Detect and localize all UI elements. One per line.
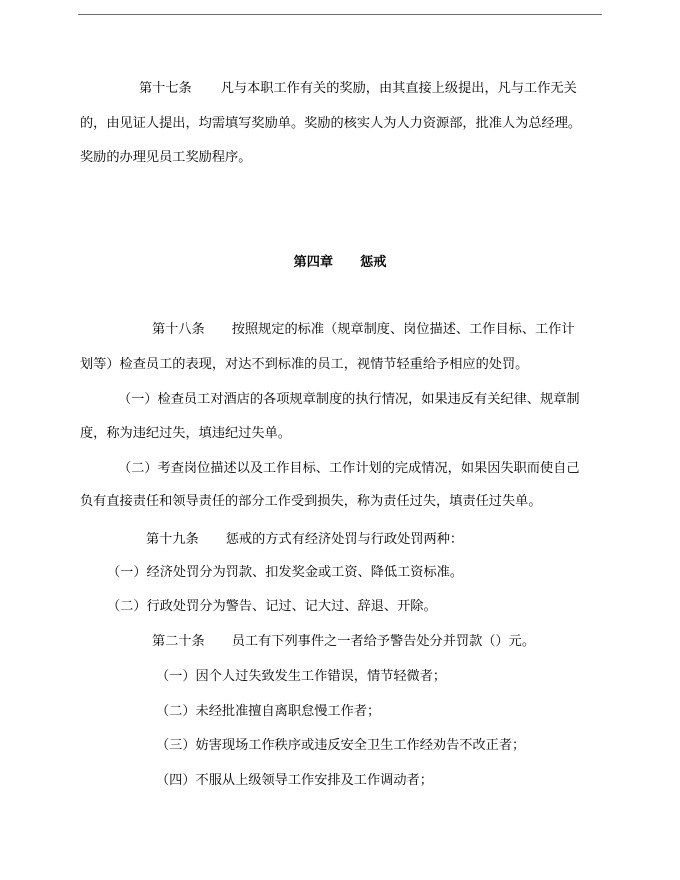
article-19-item-1: （一）经济处罚分为罚款、扣发奖金或工资、降低工资标准。 <box>107 565 464 580</box>
article-18-item-1-line-1: （一）检查员工对酒店的各项规章制度的执行情况，如果违反有关纪律、规章制 <box>118 392 580 407</box>
chapter-heading <box>80 253 600 273</box>
chapter-title: 惩戒 <box>360 255 387 270</box>
article-19-text: 惩戒的方式有经济处罚与行政处罚两种： <box>225 532 464 547</box>
article-18-item-2-line-1: （二）考查岗位描述以及工作目标、工作计划的完成情况，如果因失职而使自己 <box>118 461 580 476</box>
article-18-item-2-line-2: 负有直接责任和领导责任的部分工作受到损失，称为责任过失，填责任过失单。 <box>80 494 542 509</box>
article-20-item-4: （四）不服从上级领导工作安排及工作调动者； <box>156 773 433 788</box>
article-19-line-1 <box>80 530 600 550</box>
article-17-number: 第十七条 <box>139 81 192 96</box>
article-18-text-1: 按照规定的标准（规章制度、岗位描述、工作目标、工作计 <box>231 322 575 337</box>
document-page <box>80 0 600 880</box>
article-20-item-2: （二）未经批准擅自离职怠慢工作者； <box>156 704 381 719</box>
article-20-number: 第二十条 <box>152 634 205 649</box>
article-17-text-1: 凡与本职工作有关的奖励，由其直接上级提出，凡与工作无关 <box>220 81 577 96</box>
article-18-line-2: 划等）检查员工的表现，对达不到标准的员工，视情节轻重给予相应的处罚。 <box>80 357 529 372</box>
chapter-number: 第四章 <box>293 255 334 270</box>
article-20-item-1: （一）因个人过失致发生工作错误，情节轻微者； <box>156 669 447 684</box>
article-18-number: 第十八条 <box>152 322 205 337</box>
article-17-line-2: 的，由见证人提出，均需填写奖励单。奖励的核实人为人力资源部，批准人为总经理。 <box>80 116 582 131</box>
article-20-item-3: （三）妨害现场工作秩序或违反安全卫生工作经劝告不改正者； <box>156 738 526 753</box>
article-19-number: 第十九条 <box>146 532 199 547</box>
article-18-item-1-line-2: 度，称为违纪过失，填违纪过失单。 <box>80 426 291 441</box>
article-17-line-3: 奖励的办理见员工奖励程序。 <box>80 150 252 165</box>
article-19-item-2: （二）行政处罚分为警告、记过、记大过、辞退、开除。 <box>107 599 437 614</box>
article-20-text: 员工有下列事件之一者给予警告处分并罚款（）元。 <box>231 634 536 649</box>
article-20-line-1 <box>80 632 600 652</box>
article-17-line-1 <box>80 79 600 99</box>
article-18-line-1 <box>80 320 600 340</box>
